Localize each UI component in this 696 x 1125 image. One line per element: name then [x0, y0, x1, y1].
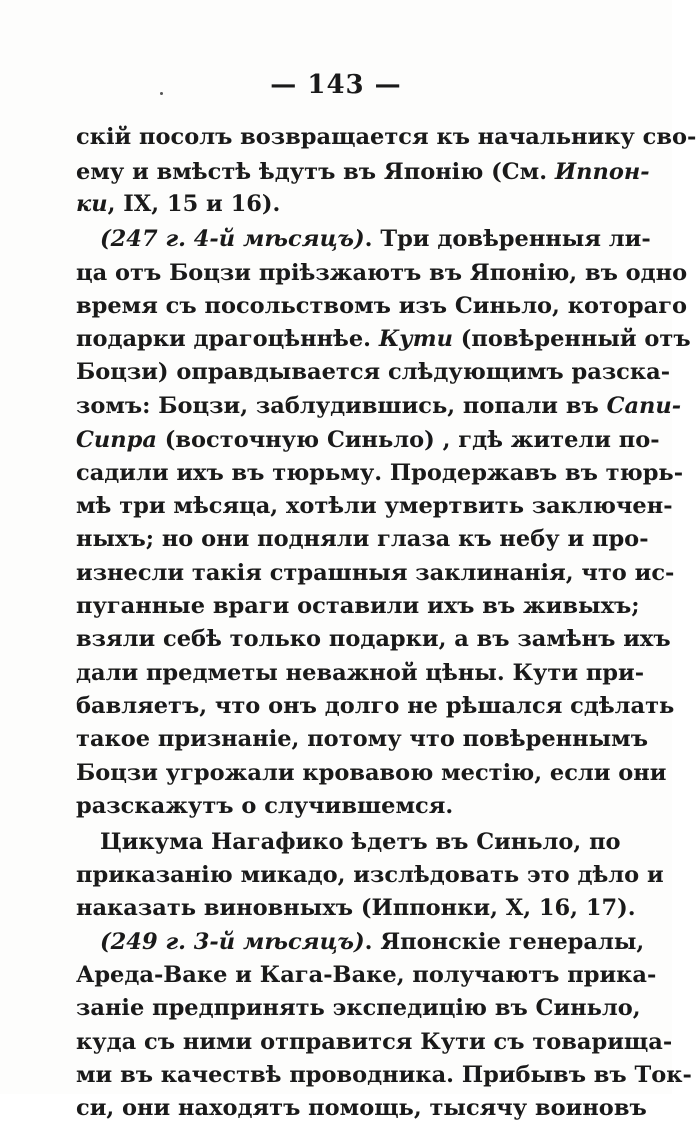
text-segment: мѣ три мѣсяца, хотѣли умертвить заключен- [76, 493, 673, 519]
text-segment: . Японскіе генералы, [364, 929, 645, 955]
page-number: — 143 — [270, 70, 402, 100]
text-segment: ца отъ Боцзи пріѣзжаютъ въ Японію, въ одно [76, 260, 688, 286]
print-speck [160, 92, 163, 95]
text-segment: изнесли такія страшныя заклинанія, что ис- [76, 560, 675, 586]
text-segment: садили ихъ въ тюрьму. Продержавъ въ тюрь- [76, 460, 684, 486]
text-segment: зомъ: Боцзи, заблудившись, попали въ [76, 393, 607, 419]
italic-segment: Иппон- [554, 159, 650, 185]
text-line [76, 722, 648, 756]
text-segment: ми въ качествѣ проводника. Прибывъ въ Ток- [76, 1062, 692, 1088]
text-line [76, 489, 673, 523]
text-line [76, 155, 650, 189]
italic-segment: Кути [378, 326, 453, 352]
text-segment: такое признаніе, потому что повѣреннымъ [76, 726, 648, 752]
text-line [76, 522, 649, 556]
text-line [76, 187, 616, 221]
text-segment: разскажутъ о случившемся. [76, 793, 454, 819]
text-segment: пуганные враги оставили ихъ въ живыхъ; [76, 593, 640, 619]
text-segment: подарки драгоцѣннѣе. [76, 326, 379, 352]
text-line [76, 991, 641, 1025]
text-line [76, 289, 688, 323]
text-line [76, 322, 691, 356]
text-line [76, 1091, 647, 1125]
text-segment: наказать виновныхъ (Иппонки, X, 16, 17). [76, 895, 636, 921]
text-line [76, 456, 684, 490]
text-line [76, 256, 688, 290]
text-segment: (повѣренный отъ [452, 326, 691, 352]
text-segment: взяли себѣ только подарки, а въ замѣнъ ихъ [76, 626, 671, 652]
text-line [76, 656, 645, 690]
text-segment: , IX, 15 и 16). [107, 191, 281, 217]
text-line [76, 120, 696, 154]
text-line [100, 222, 651, 256]
text-line [100, 925, 645, 959]
text-line [76, 355, 671, 389]
text-line [76, 756, 667, 790]
text-segment: си, они находятъ помощь, тысячу воиновъ [76, 1095, 647, 1121]
text-line [76, 689, 675, 723]
text-segment: дали предметы неважной цѣны. Кути при- [76, 660, 645, 686]
text-segment: куда съ ними отправится Кути съ товарища- [76, 1029, 673, 1055]
text-segment: ему и вмѣстѣ ѣдутъ въ Японію (См. [76, 159, 555, 185]
text-line [76, 1058, 692, 1092]
text-line [76, 1025, 673, 1059]
text-line [76, 622, 671, 656]
text-segment: . Три довѣренныя ли- [364, 226, 651, 252]
italic-segment: Сипра [76, 427, 157, 453]
text-segment: скій посолъ возвращается къ начальнику сво- [76, 124, 696, 150]
text-segment: Боцзи) оправдывается слѣдующимъ разска- [76, 359, 671, 385]
text-segment: (восточную Синьло) , гдѣ жители по- [156, 427, 660, 453]
text-segment: время съ посольствомъ изъ Синьло, котораго [76, 293, 688, 319]
text-line [76, 556, 675, 590]
text-line [76, 858, 664, 892]
text-line [76, 423, 660, 457]
text-segment: Цикума Нагафико ѣдетъ въ Синьло, по [100, 829, 621, 855]
text-segment: приказанію микадо, изслѣдовать это дѣло и [76, 862, 664, 888]
text-line [76, 958, 657, 992]
italic-segment: ки [76, 191, 108, 217]
text-line [100, 825, 621, 859]
italic-segment: (247 г. 4-й мѣсяцъ) [100, 226, 365, 252]
text-line [76, 789, 616, 823]
text-segment: бавляетъ, что онъ долго не рѣшался сдѣлать [76, 693, 675, 719]
text-line [76, 389, 682, 423]
text-line [76, 891, 636, 925]
text-segment: заніе предпринять экспедицію въ Синьло, [76, 995, 641, 1021]
text-segment: ныхъ; но они подняли глаза къ небу и про- [76, 526, 649, 552]
text-line [76, 589, 640, 623]
italic-segment: Сапи- [606, 393, 682, 419]
text-segment: Ареда-Ваке и Кага-Ваке, получаютъ прика- [76, 962, 657, 988]
italic-segment: (249 г. 3-й мѣсяцъ) [100, 929, 365, 955]
text-segment: Боцзи угрожали кровавою местію, если они [76, 760, 667, 786]
